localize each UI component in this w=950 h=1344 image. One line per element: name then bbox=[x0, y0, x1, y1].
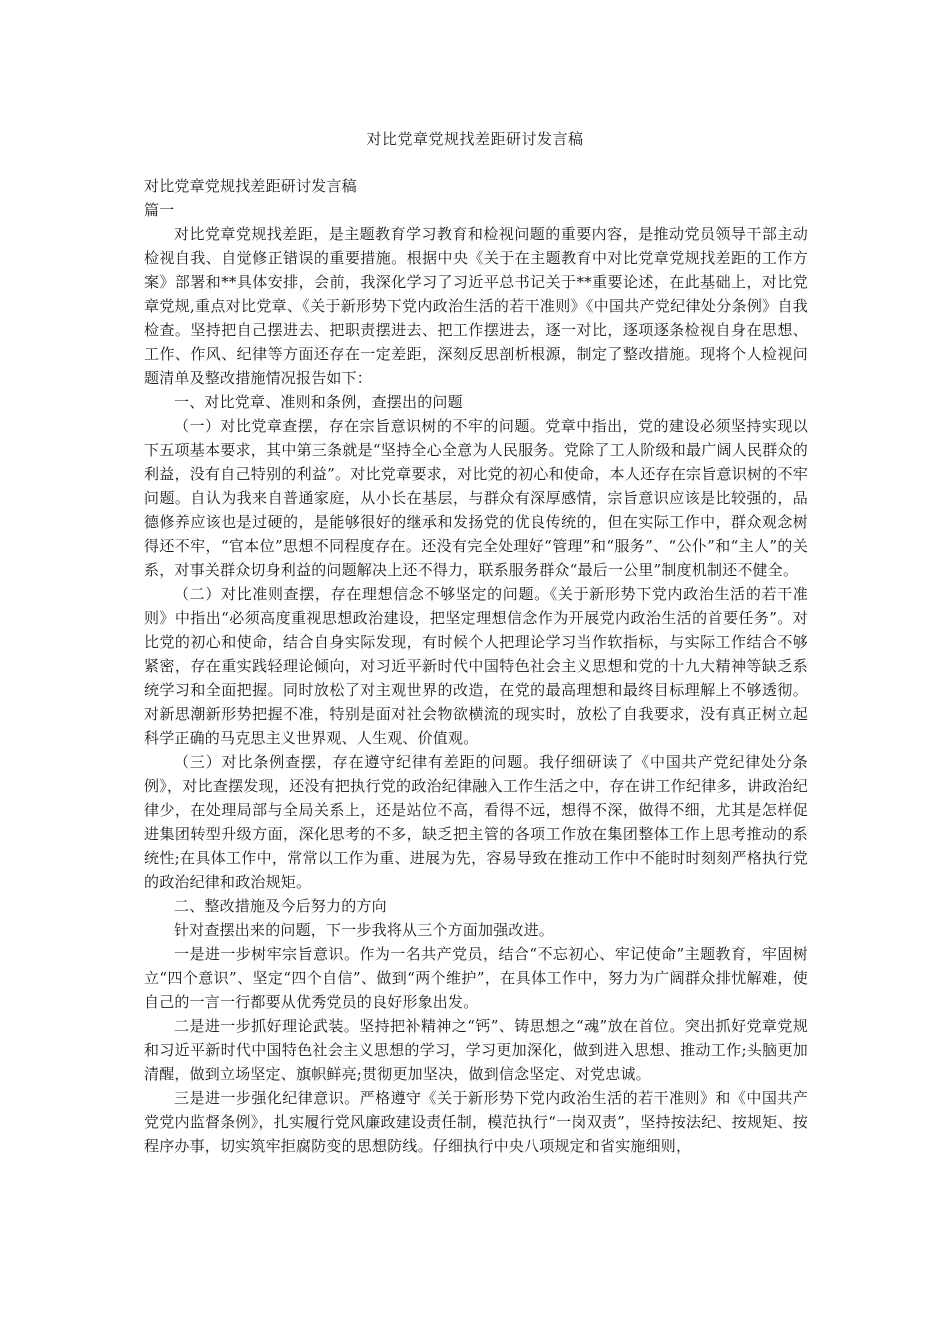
problem-paragraph-3: （三）对比条例查摆，存在遵守纪律有差距的问题。我仔细研读了《中国共产党纪律处分条例》，对比查摆发现，还没有把执行党的政治纪律融入工作生活之中，存在讲工作纪律多，讲政治纪律少，在处理局部与全局关系上，还是站位不高，看得不远，想得不深，做得不细，尤其是怎样促进集团转型升级方面，深化思考的不多，缺乏把主管的各项工作放在集团整体工作上思考推动的系统性;在具体工作中，常常以工作为重、进展为先，容易导致在推动工作中不能时时刻刻严格执行党的政治纪律和政治规矩。 bbox=[144, 753, 808, 891]
document-heading: 对比党章党规找差距研讨发言稿 bbox=[144, 177, 357, 195]
problem-paragraph-2: （二）对比准则查摆，存在理想信念不够坚定的问题。《关于新形势下党内政治生活的若干准则》中指出“必须高度重视思想政治建设，把坚定理想信念作为开展党内政治生活的首要任务”。对比党的初心和使命，结合自身实际发现，有时候个人把理论学习当作软指标，与实际工作结合不够紧密，存在重实践轻理论倾向，对习近平新时代中国特色社会主义思想和党的十九大精神等缺乏系统学习和全面把握。同时放松了对主观世界的改造，在党的最高理想和最终目标理解上不够透彻。对新思潮新形势把握不准，特别是面对社会物欲横流的现实时，放松了自我要求，没有真正树立起科学正确的马克思主义世界观、人生观、价值观。 bbox=[144, 585, 808, 747]
section-heading-measures: 二、整改措施及今后努力的方向 bbox=[174, 897, 387, 915]
intro-paragraph: 对比党章党规找差距，是主题教育学习教育和检视问题的重要内容，是推动党员领导干部主动检视自我、自觉修正错误的重要措施。根据中央《关于在主题教育中对比党章党规找差距的工作方案》部署和**具体安排，会前，我深化学习了习近平总书记关于**重要论述，在此基础上，对比党章党规,重点对比党章、《关于新形势下党内政治生活的若干准则》《中国共产党纪律处分条例》自我检查。坚持把自己摆进去、把职责摆进去、把工作摆进去，逐一对比，逐项逐条检视自身在思想、工作、作风、纪律等方面还存在一定差距，深刻反思剖析根源，制定了整改措施。现将个人检视问题清单及整改措施情况报告如下： bbox=[144, 225, 808, 387]
document-title: 对比党章党规找差距研讨发言稿 bbox=[366, 130, 584, 148]
section-heading-problems: 一、对比党章、准则和条例，查摆出的问题 bbox=[174, 393, 463, 411]
measure-paragraph-3: 三是进一步强化纪律意识。严格遵守《关于新形势下党内政治生活的若干准则》和《中国共产党党内监督条例》，扎实履行党风廉政建设责任制，模范执行“一岗双责”，坚持按法纪、按规矩、按程序办事，切实筑牢拒腐防变的思想防线。仔细执行中央八项规定和省实施细则， bbox=[144, 1089, 808, 1155]
part-label: 篇一 bbox=[144, 201, 175, 219]
document-body bbox=[144, 174, 808, 1158]
measure-paragraph-2: 二是进一步抓好理论武装。坚持把补精神之“钙”、铸思想之“魂”放在首位。突出抓好党章党规和习近平新时代中国特色社会主义思想的学习，学习更加深化，做到进入思想、推动工作;头脑更加清醒，做到立场坚定、旗帜鲜亮;贯彻更加坚决，做到信念坚定、对党忠诚。 bbox=[144, 1017, 808, 1083]
measure-paragraph-1: 一是进一步树牢宗旨意识。作为一名共产党员，结合“不忘初心、牢记使命”主题教育，牢固树立“四个意识”、坚定“四个自信”、做到“两个维护”，在具体工作中，努力为广阔群众排忧解难，使自己的一言一行都要从优秀党员的良好形象出发。 bbox=[144, 945, 808, 1011]
measures-intro: 针对查摆出来的问题，下一步我将从三个方面加强改进。 bbox=[174, 921, 555, 939]
problem-paragraph-1: （一）对比党章查摆，存在宗旨意识树的不牢的问题。党章中指出，党的建设必须坚持实现以下五项基本要求，其中第三条就是“坚持全心全意为人民服务。党除了工人阶级和最广阔人民群众的利益，没有自己特别的利益”。对比党章要求，对比党的初心和使命，本人还存在宗旨意识树的不牢问题。自认为我来自普通家庭，从小长在基层，与群众有深厚感情，宗旨意识应该是比较强的，品德修养应该也是过硬的，是能够很好的继承和发扬党的优良传统的，但在实际工作中，群众观念树得还不牢，“官本位”思想不同程度存在。还没有完全处理好“管理”和“服务”、“公仆”和“主人”的关系，对事关群众切身利益的问题解决上还不得力，联系服务群众“最后一公里”制度机制还不健全。 bbox=[144, 417, 808, 579]
